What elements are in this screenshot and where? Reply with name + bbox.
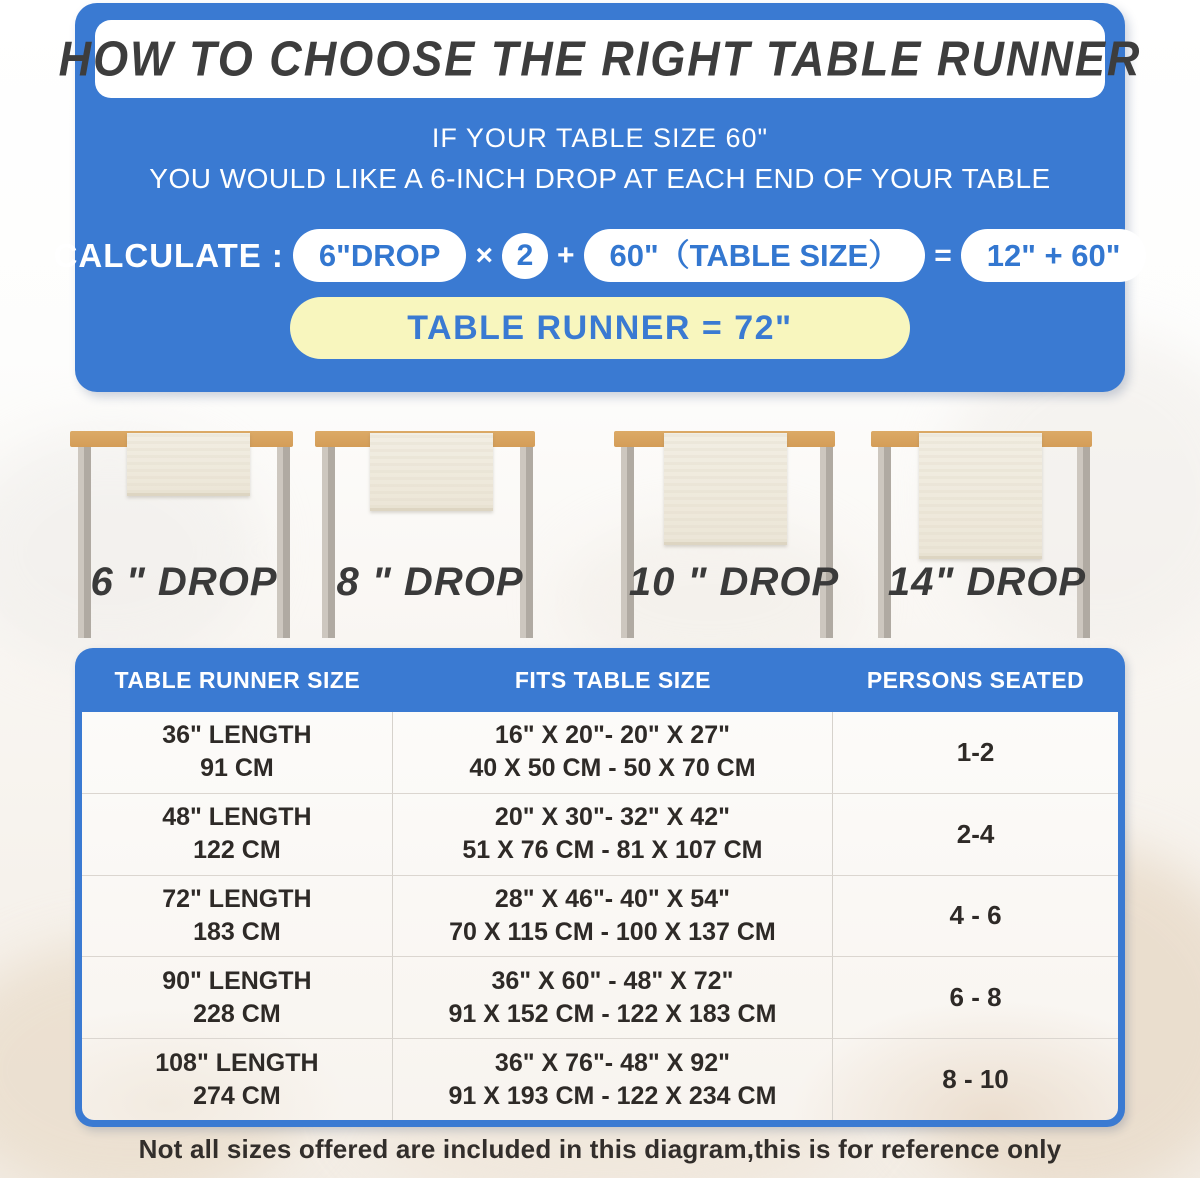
drop-label: 8 " DROP bbox=[336, 560, 524, 604]
multiply-sign: × bbox=[475, 238, 493, 272]
runner-size-cell bbox=[82, 957, 393, 1038]
size-inches: 72" LENGTH bbox=[162, 884, 312, 913]
size-cm: 91 CM bbox=[200, 754, 274, 783]
table-row bbox=[82, 793, 1118, 875]
fits-cm: 70 X 115 CM - 100 X 137 CM bbox=[449, 917, 776, 946]
fits-size-cell bbox=[393, 794, 833, 875]
table-leg bbox=[78, 447, 91, 638]
equals-sign: = bbox=[934, 238, 952, 272]
size-chart-panel bbox=[75, 648, 1125, 1127]
runner-drape bbox=[370, 433, 493, 511]
table-leg bbox=[621, 447, 634, 638]
column-header-persons: PERSONS SEATED bbox=[866, 666, 1085, 693]
runner-size-cell bbox=[82, 876, 393, 957]
fits-inches: 36" X 60" - 48" X 72" bbox=[491, 966, 734, 995]
calculate-label: CALCULATE : bbox=[53, 236, 284, 274]
size-chart-body bbox=[82, 712, 1118, 1120]
size-inches: 108" LENGTH bbox=[155, 1048, 319, 1077]
persons-cell bbox=[833, 876, 1118, 957]
size-cm: 228 CM bbox=[193, 999, 281, 1028]
runner-drape bbox=[664, 433, 787, 545]
size-chart-header bbox=[82, 648, 1118, 712]
table-leg bbox=[322, 447, 335, 638]
fits-cm: 91 X 152 CM - 122 X 183 CM bbox=[448, 999, 777, 1028]
size-inches: 36" LENGTH bbox=[162, 721, 312, 750]
instruction-panel bbox=[53, 3, 1142, 392]
fits-size-cell bbox=[393, 957, 833, 1038]
persons-value: 8 - 10 bbox=[942, 1064, 1009, 1095]
table-leg bbox=[277, 447, 290, 638]
title-banner bbox=[58, 20, 1142, 98]
table-leg bbox=[1077, 447, 1090, 638]
persons-value: 4 - 6 bbox=[949, 900, 1002, 931]
multiplier-badge: 2 bbox=[502, 233, 548, 279]
fits-size-cell bbox=[393, 876, 833, 957]
size-cm: 274 CM bbox=[193, 1081, 281, 1110]
drop-label: 10 " DROP bbox=[628, 560, 840, 604]
table-leg bbox=[520, 447, 533, 638]
table-row bbox=[82, 875, 1118, 957]
table-size-pill: 60"（TABLE SIZE） bbox=[584, 229, 926, 282]
persons-value: 1-2 bbox=[956, 736, 995, 767]
fits-inches: 16" X 20"- 20" X 27" bbox=[494, 721, 730, 750]
result-banner bbox=[290, 297, 910, 359]
size-inches: 48" LENGTH bbox=[162, 803, 312, 832]
runner-size-cell bbox=[82, 794, 393, 875]
table-row bbox=[82, 1038, 1118, 1120]
fits-size-cell bbox=[393, 1039, 833, 1120]
fits-cm: 40 X 50 CM - 50 X 70 CM bbox=[469, 754, 756, 783]
result-text: TABLE RUNNER = 72" bbox=[407, 308, 793, 347]
column-header-runner-size: TABLE RUNNER SIZE bbox=[114, 666, 361, 693]
runner-size-cell bbox=[82, 1039, 393, 1120]
page-title: HOW TO CHOOSE THE RIGHT TABLE RUNNER bbox=[58, 30, 1142, 87]
fits-cm: 91 X 193 CM - 122 X 234 CM bbox=[448, 1081, 777, 1110]
runner-size-cell bbox=[82, 712, 393, 793]
runner-drape bbox=[127, 433, 250, 496]
table-row bbox=[82, 712, 1118, 793]
persons-cell bbox=[833, 712, 1118, 793]
fits-cm: 51 X 76 CM - 81 X 107 CM bbox=[462, 836, 763, 865]
fits-inches: 36" X 76"- 48" X 92" bbox=[494, 1048, 730, 1077]
persons-cell bbox=[833, 957, 1118, 1038]
drop-value-pill: 6"DROP bbox=[293, 229, 467, 282]
persons-cell bbox=[833, 1039, 1118, 1120]
calculation-row bbox=[53, 229, 1125, 282]
sum-pill: 12" + 60" bbox=[961, 229, 1147, 282]
runner-drape bbox=[919, 433, 1042, 559]
persons-value: 2-4 bbox=[956, 818, 995, 849]
drop-label: 6 " DROP bbox=[90, 560, 278, 604]
intro-line-1: IF YOUR TABLE SIZE 60" bbox=[431, 123, 769, 153]
intro-text bbox=[75, 123, 1125, 195]
fits-inches: 28" X 46"- 40" X 54" bbox=[494, 884, 730, 913]
disclaimer-note: Not all sizes offered are included in this diagram,this is for reference only bbox=[138, 1134, 1062, 1164]
column-header-fits-size: FITS TABLE SIZE bbox=[514, 666, 712, 693]
table-leg bbox=[820, 447, 833, 638]
table-row bbox=[82, 956, 1118, 1038]
drop-label: 14" DROP bbox=[887, 560, 1087, 604]
persons-value: 6 - 8 bbox=[949, 982, 1002, 1013]
fits-size-cell bbox=[393, 712, 833, 793]
intro-line-2: YOU WOULD LIKE A 6-INCH DROP AT EACH END OF YOUR TABLE bbox=[149, 163, 1051, 194]
table-leg bbox=[878, 447, 891, 638]
plus-sign: + bbox=[556, 238, 575, 272]
size-cm: 183 CM bbox=[193, 917, 281, 946]
size-inches: 90" LENGTH bbox=[162, 966, 312, 995]
size-cm: 122 CM bbox=[193, 836, 281, 865]
persons-cell bbox=[833, 794, 1118, 875]
fits-inches: 20" X 30"- 32" X 42" bbox=[494, 803, 730, 832]
